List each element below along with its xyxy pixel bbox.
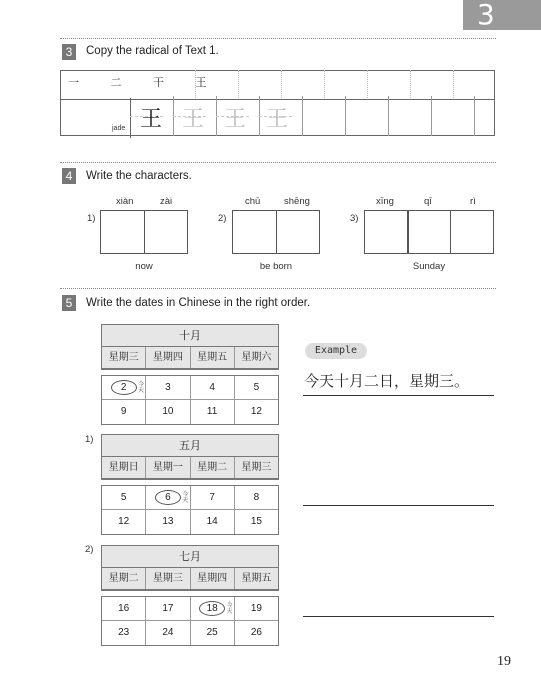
weekday: 星期四 bbox=[191, 568, 235, 589]
write-box-be-born[interactable] bbox=[232, 210, 320, 254]
pinyin: shēng bbox=[284, 196, 310, 207]
date: 16 bbox=[102, 597, 146, 620]
meaning: be born bbox=[259, 261, 293, 272]
date: 5 bbox=[102, 486, 146, 509]
divider bbox=[60, 162, 496, 163]
section-5-number: 5 bbox=[62, 295, 76, 311]
example-label: Example bbox=[305, 343, 367, 359]
date: 11 bbox=[191, 400, 235, 424]
date: 4 bbox=[191, 376, 235, 399]
write-box-sunday[interactable] bbox=[364, 210, 494, 254]
today-date: 18 bbox=[199, 601, 225, 616]
date: 15 bbox=[250, 516, 262, 527]
item-number: 3) bbox=[350, 213, 359, 224]
calendar-month: 十月 bbox=[102, 325, 278, 347]
date: 13 bbox=[146, 510, 190, 534]
divider bbox=[60, 38, 496, 39]
weekday: 星期四 bbox=[146, 347, 190, 368]
date: 25 bbox=[191, 621, 235, 645]
date: 17 bbox=[146, 597, 190, 620]
date: 14 bbox=[191, 510, 235, 534]
date: 10 bbox=[146, 400, 190, 424]
date: 12 bbox=[250, 406, 262, 417]
pinyin: xiàn bbox=[116, 196, 134, 207]
today-date: 2 bbox=[111, 380, 137, 395]
pinyin: zài bbox=[160, 196, 173, 207]
calendar-october bbox=[101, 324, 279, 370]
calendar-month: 七月 bbox=[102, 546, 278, 568]
pinyin: rì bbox=[470, 196, 476, 207]
radical-char: 王 bbox=[140, 107, 163, 132]
weekday: 星期日 bbox=[102, 457, 146, 478]
today-date: 6 bbox=[155, 490, 181, 505]
example-answer: 今天十月二日，星期三。 bbox=[304, 372, 470, 390]
date: 12 bbox=[102, 510, 146, 534]
page-number: 19 bbox=[497, 654, 511, 669]
date: 19 bbox=[250, 603, 262, 614]
radical-trace: 王 bbox=[182, 107, 205, 132]
jade-label: jade bbox=[112, 125, 126, 132]
answer-line-1[interactable] bbox=[303, 505, 494, 506]
example-line bbox=[303, 395, 494, 396]
section-4-title: Write the characters. bbox=[86, 170, 192, 182]
weekday: 星期三 bbox=[241, 462, 272, 473]
date: 24 bbox=[146, 621, 190, 645]
calendar-dates bbox=[101, 596, 279, 646]
weekday: 星期二 bbox=[102, 568, 146, 589]
meaning: Sunday bbox=[412, 261, 446, 272]
today-label: 今天 bbox=[226, 603, 233, 615]
date: 5 bbox=[253, 382, 260, 393]
section-4-number: 4 bbox=[62, 168, 76, 184]
radical-trace: 王 bbox=[224, 107, 247, 132]
weekday: 星期一 bbox=[146, 457, 190, 478]
today-label: 今天 bbox=[138, 382, 145, 394]
date: 9 bbox=[102, 400, 146, 424]
pinyin: xīng bbox=[376, 196, 394, 207]
calendar-month: 五月 bbox=[102, 435, 278, 457]
date: 3 bbox=[146, 376, 190, 399]
calendar-dates bbox=[101, 485, 279, 535]
item-number: 1) bbox=[87, 213, 96, 224]
weekday: 星期三 bbox=[146, 568, 190, 589]
unit-number: 3 bbox=[477, 0, 495, 31]
stroke-order: 一 二 干 王 bbox=[68, 76, 221, 89]
pinyin: chū bbox=[245, 196, 261, 207]
write-box-now[interactable] bbox=[100, 210, 188, 254]
item-number: 1) bbox=[85, 434, 94, 445]
item-number: 2) bbox=[85, 544, 94, 555]
answer-line-2[interactable] bbox=[303, 616, 494, 617]
date: 26 bbox=[250, 627, 262, 638]
weekday: 星期二 bbox=[191, 457, 235, 478]
weekday: 星期五 bbox=[241, 573, 272, 584]
calendar-dates bbox=[101, 375, 279, 425]
section-3-title: Copy the radical of Text 1. bbox=[86, 45, 219, 57]
date: 8 bbox=[253, 492, 260, 503]
weekday: 星期三 bbox=[102, 347, 146, 368]
weekday: 星期五 bbox=[191, 347, 235, 368]
date: 7 bbox=[191, 486, 235, 509]
divider bbox=[60, 288, 496, 289]
calendar-may bbox=[101, 434, 279, 480]
section-5-title: Write the dates in Chinese in the right order. bbox=[86, 297, 311, 309]
date: 23 bbox=[102, 621, 146, 645]
radical-trace: 王 bbox=[266, 107, 289, 132]
meaning: now bbox=[135, 261, 153, 272]
calendar-july bbox=[101, 545, 279, 591]
pinyin: qī bbox=[424, 196, 432, 207]
section-3-number: 3 bbox=[62, 44, 76, 60]
item-number: 2) bbox=[218, 213, 227, 224]
unit-tab bbox=[463, 0, 541, 30]
weekday: 星期六 bbox=[241, 352, 272, 363]
today-label: 今天 bbox=[182, 492, 189, 504]
